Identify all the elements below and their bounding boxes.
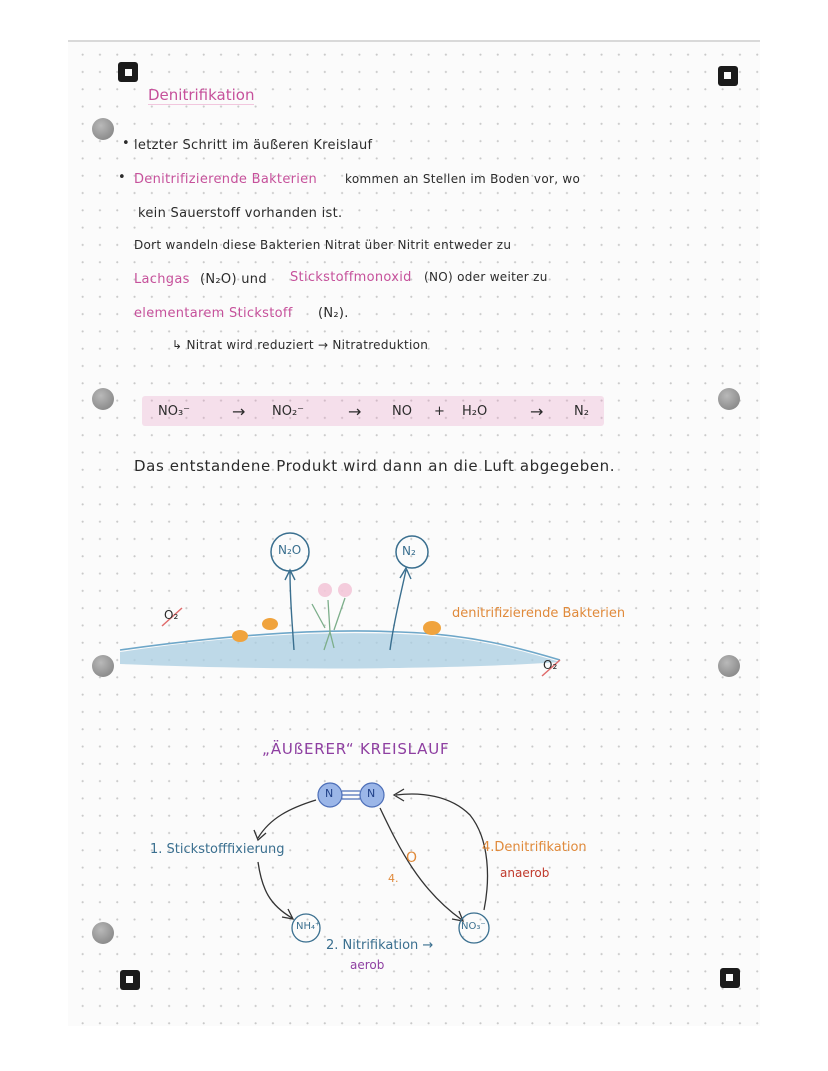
cycle-arrow-inner (380, 808, 462, 920)
bacterium-icon (423, 621, 441, 635)
eq-nitrogen: N₂ (574, 404, 589, 419)
n-left-label: N (325, 787, 334, 800)
inner-step-mark: 4. (388, 872, 399, 885)
text-line-4: Dort wandeln diese Bakterien Nitrat über Nitrit entweder zu (134, 238, 512, 252)
bacterium-icon (262, 618, 278, 630)
eq-nitrate: NO₃⁻ (158, 404, 191, 419)
term-elementarer-stickstoff: elementarem Stickstoff (134, 306, 293, 321)
cycle-arrow-fixation (258, 800, 316, 838)
step-4-label: 4.Denitrifikation (482, 840, 587, 855)
bullet-1-text: letzter Schritt im äußeren Kreislauf (134, 138, 373, 153)
eq-plus: + (434, 404, 445, 419)
o2-left-label: O₂ (164, 608, 179, 622)
soil-band (120, 633, 560, 668)
no3-label: NO₃⁻ (461, 921, 486, 932)
eq-water: H₂O (462, 404, 488, 419)
eq-arrow-2: → (348, 402, 362, 421)
bullet-2-text: kommen an Stellen im Boden vor, wo (345, 172, 581, 186)
text-line-7: ↳ Nitrat wird reduziert → Nitratreduktion (172, 338, 429, 352)
eq-no: NO (392, 404, 412, 419)
step-1-label: 1. Stickstofffixierung (150, 842, 285, 857)
text-line-5b: (NO) oder weiter zu (424, 270, 548, 284)
o2-right-label: O₂ (543, 658, 558, 672)
anaerob-label: anaerob (500, 866, 550, 880)
flower-icon (318, 583, 332, 597)
eq-arrow-3: → (530, 402, 544, 421)
gas-n2-label: N₂ (402, 544, 416, 558)
page-title: Denitrifikation (148, 86, 255, 104)
eq-arrow-1: → (232, 402, 246, 421)
bullet-dot-icon: • (122, 136, 130, 151)
bacterium-icon (232, 630, 248, 642)
bullet-dot-icon: • (118, 170, 126, 185)
eq-nitrite: NO₂⁻ (272, 404, 305, 419)
text-line-3: kein Sauerstoff vorhanden ist. (138, 206, 343, 221)
result-sentence: Das entstandene Produkt wird dann an die Luft abgegeben. (134, 457, 616, 475)
text-line-5a: (N₂O) und (200, 272, 267, 287)
cycle-heading: „ÄUßERER“ KREISLAUF (262, 740, 450, 758)
bacteria-label: denitrifizierende Bakterien (452, 606, 626, 621)
term-stickstoffmonoxid: Stickstoffmonoxid (290, 270, 412, 285)
text-line-6: (N₂). (318, 306, 349, 321)
bullet-2-highlight: Denitrifizierende Bakterien (134, 172, 318, 187)
gas-n2o-label: N₂O (278, 543, 302, 557)
n-right-label: N (367, 787, 376, 800)
cycle-arrow-to-nh4 (258, 862, 292, 918)
step-2-label: 2. Nitrifikation → (326, 938, 434, 953)
term-lachgas: Lachgas (134, 272, 190, 287)
aerob-label: aerob (350, 958, 385, 972)
flower-icon (338, 583, 352, 597)
nh4-label: NH₄⁺ (296, 921, 321, 932)
oxygen-mark: O (406, 850, 418, 866)
